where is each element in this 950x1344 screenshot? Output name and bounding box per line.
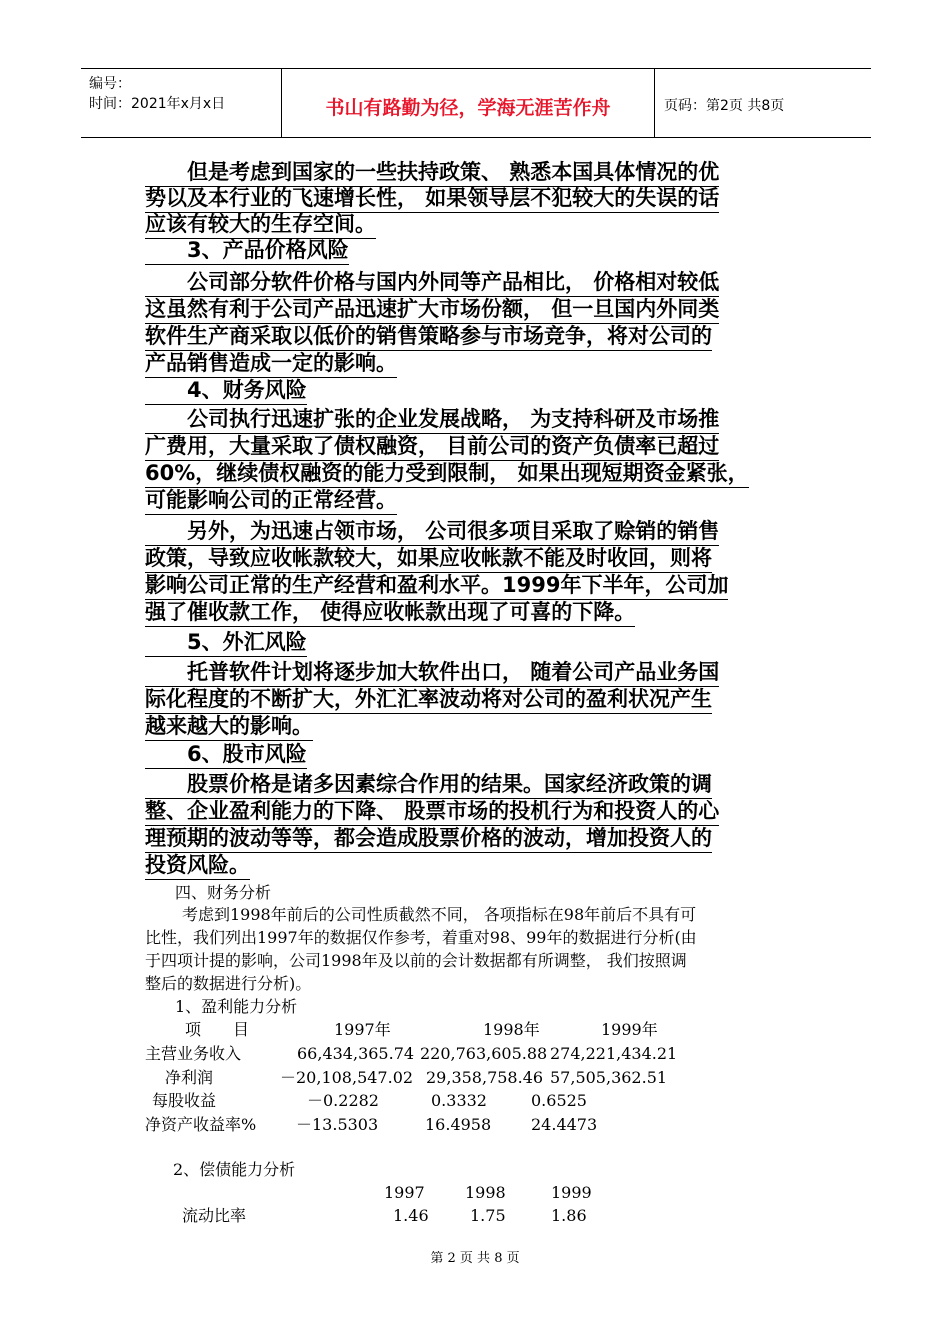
table-cell: 66,434,365.74 — [297, 1044, 415, 1063]
table-cell: 220,763,605.88 — [420, 1044, 548, 1063]
table-header-cell: 1997 — [384, 1183, 425, 1202]
table-row-label: 流动比率 — [182, 1206, 247, 1225]
table-cell: 24.4473 — [531, 1115, 598, 1134]
table-header-cell: 1998 — [465, 1183, 506, 1202]
risk-line: 强了催收款工作， 使得应收帐款出现了可喜的下降。 — [145, 600, 635, 627]
risk-line: 这虽然有利于公司产品迅速扩大市场份额， 但一旦国内外同类 — [145, 297, 719, 324]
table-cell: 57,505,362.51 — [550, 1068, 668, 1087]
table-cell: 1.86 — [551, 1206, 587, 1225]
risk-line: 但是考虑到国家的一些扶持政策、 熟悉本国具体情况的优 — [145, 160, 719, 187]
risk-line: 越来越大的影响。 — [145, 714, 313, 741]
risk-subheading: 5、外汇风险 — [145, 630, 307, 657]
header-page-cell — [654, 69, 871, 137]
paragraph-line: 比性，我们列出1997年的数据仅作参考，着重对98、99年的数据进行分析(由 — [145, 928, 697, 947]
risk-subheading: 3、产品价格风险 — [145, 238, 349, 265]
table-cell: －13.5303 — [296, 1115, 379, 1134]
table-cell: 0.6525 — [531, 1091, 587, 1110]
risk-line: 投资风险。 — [145, 853, 250, 880]
table-header-cell: 1997年 — [334, 1020, 391, 1039]
table-cell: 29,358,758.46 — [426, 1068, 544, 1087]
risk-line: 公司执行迅速扩张的企业发展战略， 为支持科研及市场推 — [145, 407, 719, 434]
risk-line: 广费用，大量采取了债权融资， 目前公司的资产负债率已超过 — [145, 434, 719, 461]
table-row-label: 净资产收益率% — [145, 1115, 257, 1134]
risk-line: 另外，为迅速占领市场， 公司很多项目采取了赊销的销售 — [145, 519, 719, 546]
page-header — [81, 68, 871, 138]
table-header-cell: 项 目 — [185, 1020, 250, 1039]
table-cell: 0.3332 — [431, 1091, 487, 1110]
paragraph-line: 考虑到1998年前后的公司性质截然不同， 各项指标在98年前后不具有可 — [182, 905, 697, 924]
risk-line: 软件生产商采取以低价的销售策略参与市场竞争，将对公司的 — [145, 324, 712, 351]
document-code-label: 编号： — [89, 76, 131, 92]
risk-line: 势以及本行业的飞速增长性， 如果领导层不犯较大的失误的话 — [145, 186, 719, 213]
table-header-cell: 1999年 — [601, 1020, 658, 1039]
profit-heading: 1、盈利能力分析 — [175, 997, 298, 1016]
risk-subheading: 4、财务风险 — [145, 378, 307, 405]
risk-line: 际化程度的不断扩大，外汇汇率波动将对公司的盈利状况产生 — [145, 687, 712, 714]
header-motto: 书山有路勤为径，学海无涯苦作舟 — [325, 97, 611, 119]
table-cell: －20,108,547.02 — [280, 1068, 414, 1087]
header-page-info: 页码：第2页 共8页 — [664, 98, 785, 114]
risk-line: 托普软件计划将逐步加大软件出口， 随着公司产品业务国 — [145, 660, 719, 687]
table-row-label: 净利润 — [165, 1068, 214, 1087]
risk-subheading: 6、股市风险 — [145, 742, 307, 769]
risk-line: 60%，继续债权融资的能力受到限制， 如果出现短期资金紧张， — [145, 461, 749, 488]
header-motto-cell — [281, 69, 655, 137]
risk-line: 公司部分软件价格与国内外同等产品相比， 价格相对较低 — [145, 270, 719, 297]
risk-line: 产品销售造成一定的影响。 — [145, 351, 397, 378]
table-row-label: 每股收益 — [152, 1091, 217, 1110]
table-row-label: 主营业务收入 — [145, 1044, 242, 1063]
paragraph-line: 整后的数据进行分析)。 — [145, 974, 312, 993]
table-cell: 1.46 — [393, 1206, 429, 1225]
risk-line: 可能影响公司的正常经营。 — [145, 488, 397, 515]
debt-heading: 2、偿债能力分析 — [173, 1160, 296, 1179]
table-header-cell: 1998年 — [483, 1020, 540, 1039]
table-cell: 274,221,434.21 — [550, 1044, 678, 1063]
risk-line: 股票价格是诸多因素综合作用的结果。国家经济政策的调 — [145, 772, 712, 799]
section-heading: 四、财务分析 — [175, 883, 272, 902]
table-cell: －0.2282 — [307, 1091, 379, 1110]
risk-line: 应该有较大的生存空间。 — [145, 212, 376, 239]
table-cell: 1.75 — [470, 1206, 506, 1225]
paragraph-line: 于四项计提的影响，公司1998年及以前的会计数据都有所调整， 我们按照调 — [145, 951, 687, 970]
risk-line: 影响公司正常的生产经营和盈利水平。1999年下半年，公司加 — [145, 573, 728, 600]
table-header-cell: 1999 — [551, 1183, 592, 1202]
table-cell: 16.4958 — [425, 1115, 492, 1134]
risk-line: 理预期的波动等等，都会造成股票价格的波动，增加投资人的 — [145, 826, 712, 853]
document-date-label: 时间：2021年x月x日 — [89, 96, 226, 112]
page-footer: 第 2 页 共 8 页 — [430, 1251, 520, 1266]
risk-line: 政策，导致应收帐款较大，如果应收帐款不能及时收回，则将 — [145, 546, 712, 573]
header-meta-cell — [81, 69, 281, 137]
risk-line: 整、企业盈利能力的下降、 股票市场的投机行为和投资人的心 — [145, 799, 719, 826]
